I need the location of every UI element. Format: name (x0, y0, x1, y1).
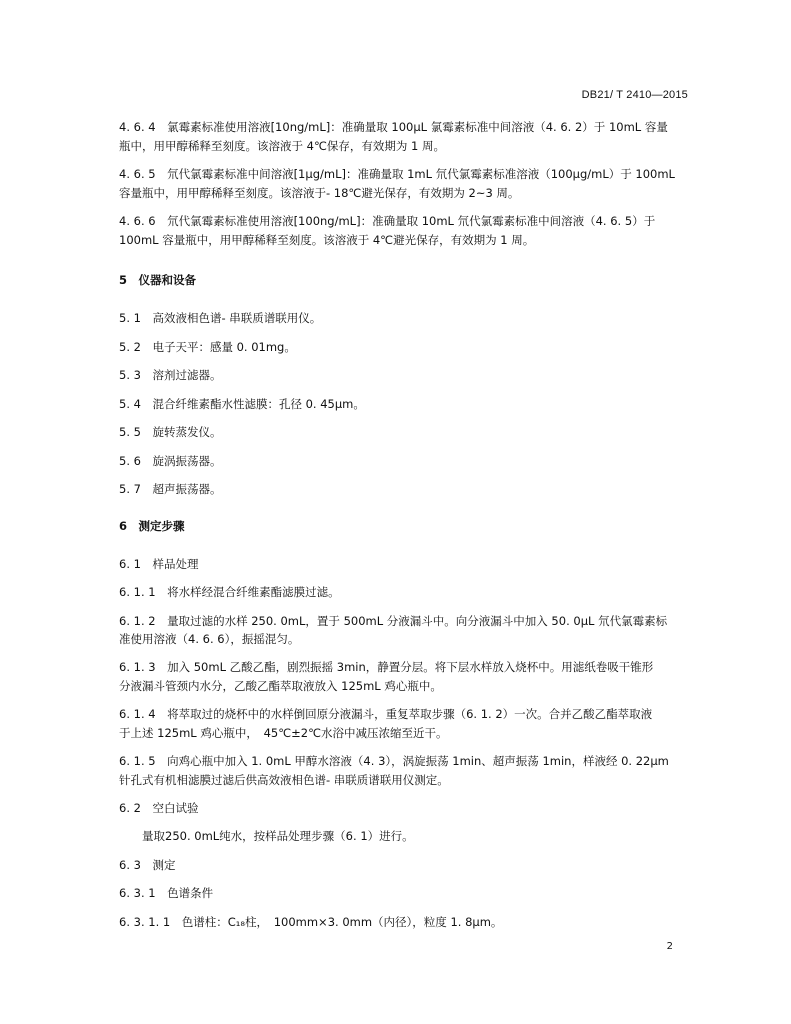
line-4-6-5-a: 4. 6. 5 氘代氯霉素标准中间溶液[1μg/mL]：准确量取 1mL 氘代氯霉素标准溶液（100μg/mL）于 100mL (119, 167, 675, 181)
item-5-1: 5. 1 高效液相色谱- 串联质谱联用仪。 (119, 311, 322, 325)
section-heading-5: 5 仪器和设备 (119, 273, 197, 287)
item-6-1-5-b: 针孔式有机相滤膜过滤后供高效液相色谱- 串联质谱联用仪测定。 (119, 773, 449, 787)
subsection-6-3-1: 6. 3. 1 色谱条件 (119, 886, 214, 900)
item-5-7: 5. 7 超声振荡器。 (119, 482, 222, 496)
item-6-1-2-a: 6. 1. 2 量取过滤的水样 250. 0mL，置于 500mL 分液漏斗中。向分液漏斗中加入 50. 0μL 氘代氯霉素标 (119, 614, 668, 628)
item-5-4: 5. 4 混合纤维素酯水性滤膜：孔径 0. 45μm。 (119, 397, 365, 411)
item-6-1-4-a: 6. 1. 4 将萃取过的烧杯中的水样倒回原分液漏斗，重复萃取步骤（6. 1. 2）一次。合并乙酸乙酯萃取液 (119, 707, 653, 721)
line-4-6-6-a: 4. 6. 6 氘代氯霉素标准使用溶液[100ng/mL]：准确量取 10mL 氘代氯霉素标准中间溶液（4. 6. 5）于 (119, 214, 656, 228)
item-6-1-3-b: 分液漏斗管颈内水分，乙酸乙酯萃取液放入 125mL 鸡心瓶中。 (119, 679, 442, 693)
page-number: 2 (666, 941, 673, 952)
item-5-6: 5. 6 旋涡振荡器。 (119, 454, 222, 468)
item-5-3: 5. 3 溶剂过滤器。 (119, 368, 222, 382)
subsection-6-1: 6. 1 样品处理 (119, 557, 199, 571)
item-6-1-1: 6. 1. 1 将水样经混合纤维素酯滤膜过滤。 (119, 585, 340, 599)
item-6-1-3-a: 6. 1. 3 加入 50mL 乙酸乙酯，剧烈振摇 3min，静置分层。将下层水样放入烧杯中。用滤纸卷吸干锥形 (119, 660, 654, 674)
item-5-2: 5. 2 电子天平：感量 0. 01mg。 (119, 340, 296, 354)
subsection-6-2: 6. 2 空白试验 (119, 801, 199, 815)
line-4-6-6-b: 100mL 容量瓶中，用甲醇稀释至刻度。该溶液于 4℃避光保存，有效期为 1 周。 (119, 233, 535, 247)
item-6-1-5-a: 6. 1. 5 向鸡心瓶中加入 1. 0mL 甲醇水溶液（4. 3），涡旋振荡 1min、超声振荡 1min，样液经 0. 22μm (119, 754, 669, 768)
section-heading-6: 6 测定步骤 (119, 519, 185, 533)
document-code-header: DB21/ T 2410—2015 (581, 89, 688, 101)
item-6-3-1-1: 6. 3. 1. 1 色谱柱：C₁₈柱， 100mm×3. 0mm（内径），粒度 1. 8μm。 (119, 915, 503, 929)
item-6-1-4-b: 于上述 125mL 鸡心瓶中， 45℃±2℃水浴中减压浓缩至近干。 (119, 726, 448, 740)
item-5-5: 5. 5 旋转蒸发仪。 (119, 425, 222, 439)
line-4-6-4-a: 4. 6. 4 氯霉素标准使用溶液[10ng/mL]：准确量取 100μL 氯霉素标准中间溶液（4. 6. 2）于 10mL 容量 (119, 120, 668, 134)
item-6-1-2-b: 准使用溶液（4. 6. 6），振摇混匀。 (119, 632, 300, 646)
line-4-6-4-b: 瓶中，用甲醇稀释至刻度。该溶液于 4℃保存，有效期为 1 周。 (119, 139, 446, 153)
line-4-6-5-b: 容量瓶中，用甲醇稀释至刻度。该溶液于- 18℃避光保存，有效期为 2~3 周。 (119, 186, 520, 200)
subsection-6-3: 6. 3 测定 (119, 858, 176, 872)
paragraph-6-2: 量取250. 0mL纯水，按样品处理步骤（6. 1）进行。 (119, 829, 414, 843)
